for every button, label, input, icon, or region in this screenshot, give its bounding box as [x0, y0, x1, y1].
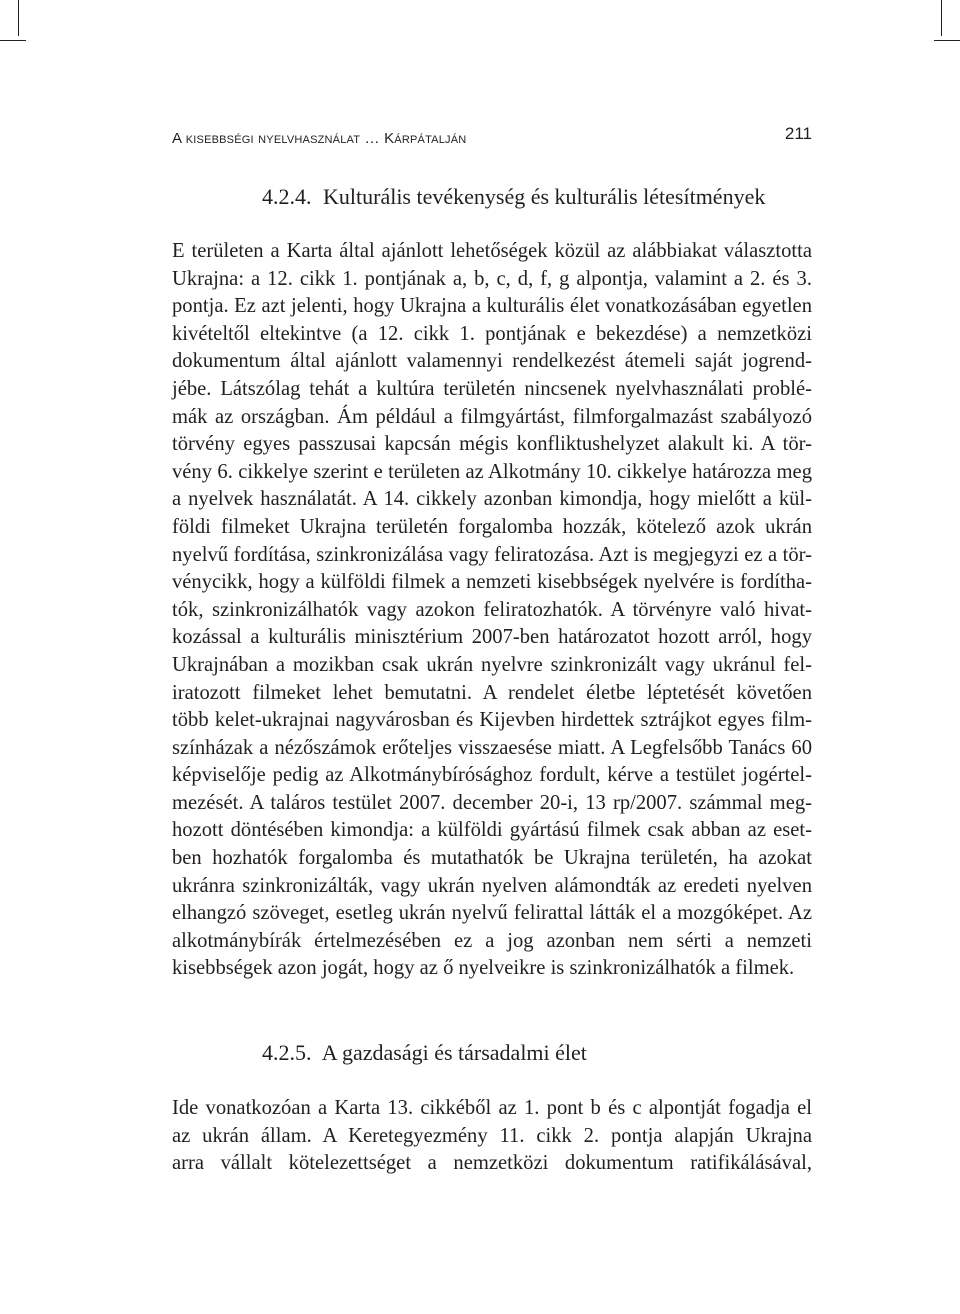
crop-mark-top-left-h — [0, 40, 26, 41]
text-line: földi filmeket Ukrajna területén forgalomba hozzák, kötelező azok ukrán — [172, 515, 812, 538]
section-heading-2 — [262, 1039, 822, 1067]
text-line: törvény egyes passzusai kapcsán mégis konfliktushelyzet alakult ki. A tör- — [172, 433, 812, 456]
text-line: iratozott filmeket lehet bemutatni. A rendelet életbe léptetését követően — [172, 681, 812, 704]
section-number: 4.2.4. — [262, 184, 312, 209]
running-head: A kisebbségi nyelvhasználat … Kárpátalján — [172, 130, 467, 147]
text-line: jébe. Látszólag tehát a kultúra területén nincsenek nyelvhasználati problé- — [172, 377, 812, 400]
text-line: képviselője pedig az Alkotmánybírósághoz fordult, kérve a testület jogértel- — [172, 764, 812, 787]
text-line: több kelet-ukrajnai nagyvárosban és Kijevben hirdettek sztrájkot egyes film- — [172, 709, 812, 732]
text-line: arra vállalt kötelezettséget a nemzetközi dokumentum ratifikálásával, — [172, 1152, 812, 1175]
text-line: színházak a nézőszámok erőteljes visszaesése miatt. A Legfelsőbb Tanács 60 — [172, 736, 812, 759]
text-line: mák az országban. Ám például a filmgyártást, filmforgalmazást szabályozó — [172, 405, 812, 428]
text-line: Ukrajna: a 12. cikk 1. pontjának a, b, c, d, f, g alpontja, valamint a 2. és 3. — [172, 267, 812, 290]
text-line: E területen a Karta által ajánlott lehetőségek közül az alábbiakat választotta — [172, 240, 812, 262]
body-paragraph-2 — [172, 1095, 812, 1178]
text-line: alkotmánybírák értelmezésében ez a jog azonban nem sérti a nemzeti — [172, 929, 812, 952]
text-line: ukránra szinkronizálták, vagy ukrán nyelven alámondták az eredeti nyelven — [172, 874, 812, 897]
text-line: a nyelvek használatát. A 14. cikkely azonban kimondja, hogy mielőtt a kül- — [172, 488, 812, 511]
text-line: vény 6. cikkelye szerint e területen az Alkotmány 10. cikkelye határozza meg — [172, 460, 812, 483]
page-number: 211 — [784, 124, 812, 143]
text-line: pontja. Ez azt jelenti, hogy Ukrajna a kulturális élet vonatkozásában egyetlen — [172, 295, 812, 318]
section-number: 4.2.5. — [262, 1040, 312, 1065]
text-line: elhangzó szöveget, esetleg ukrán nyelvű felirattal látták el a mozgóképet. Az — [172, 902, 812, 925]
text-line: hozott döntésében kimondja: a külföldi gyártású filmek csak abban az eset- — [172, 819, 812, 842]
crop-mark-top-right-h — [934, 40, 960, 41]
text-line: kivételtől eltekintve (a 12. cikk 1. pontjának e bekezdése) a nemzetközi — [172, 322, 812, 345]
text-line: dokumentum által ajánlott valamennyi rendelkezést átemeli saját jogrend- — [172, 350, 812, 373]
text-line: Ukrajnában a mozikban csak ukrán nyelvre szinkronizált vagy ukránul fel- — [172, 653, 812, 676]
text-line: ben hozhatók forgalomba és mutathatók be Ukrajna területén, ha azokat — [172, 847, 812, 870]
text-line: kozással a kulturális minisztérium 2007-ben határozatot hozott arról, hogy — [172, 626, 812, 649]
text-line: tók, szinkronizálhatók vagy azokon feliratozhatók. A törvényre való hivat- — [172, 598, 812, 621]
section-heading-1 — [262, 183, 822, 211]
crop-mark-top-right — [941, 0, 942, 36]
text-line: mezését. A taláros testület 2007. december 20-i, 13 rp/2007. számmal meg- — [172, 791, 812, 814]
text-line: Ide vonatkozóan a Karta 13. cikkéből az 1. pont b és c alpontját fogadja el — [172, 1097, 812, 1119]
body-paragraph-1 — [172, 238, 812, 983]
text-line: kisebbségek azon jogát, hogy az ő nyelveikre is szinkronizálhatók a filmek. — [172, 957, 795, 980]
text-line: nyelvű fordítása, szinkronizálása vagy feliratozása. Azt is megjegyzi ez a tör- — [172, 543, 812, 566]
section-title: A gazdasági és társadalmi élet — [321, 1040, 587, 1065]
crop-mark-top-left — [18, 0, 19, 36]
text-line: vénycikk, hogy a külföldi filmek a nemzeti kisebbségek nyelvére is fordítha- — [172, 571, 812, 594]
text-line: az ukrán állam. A Keretegyezmény 11. cikk 2. pontja alapján Ukrajna — [172, 1124, 812, 1147]
section-title: Kulturális tevékenység és kulturális létesítmények — [323, 184, 766, 209]
